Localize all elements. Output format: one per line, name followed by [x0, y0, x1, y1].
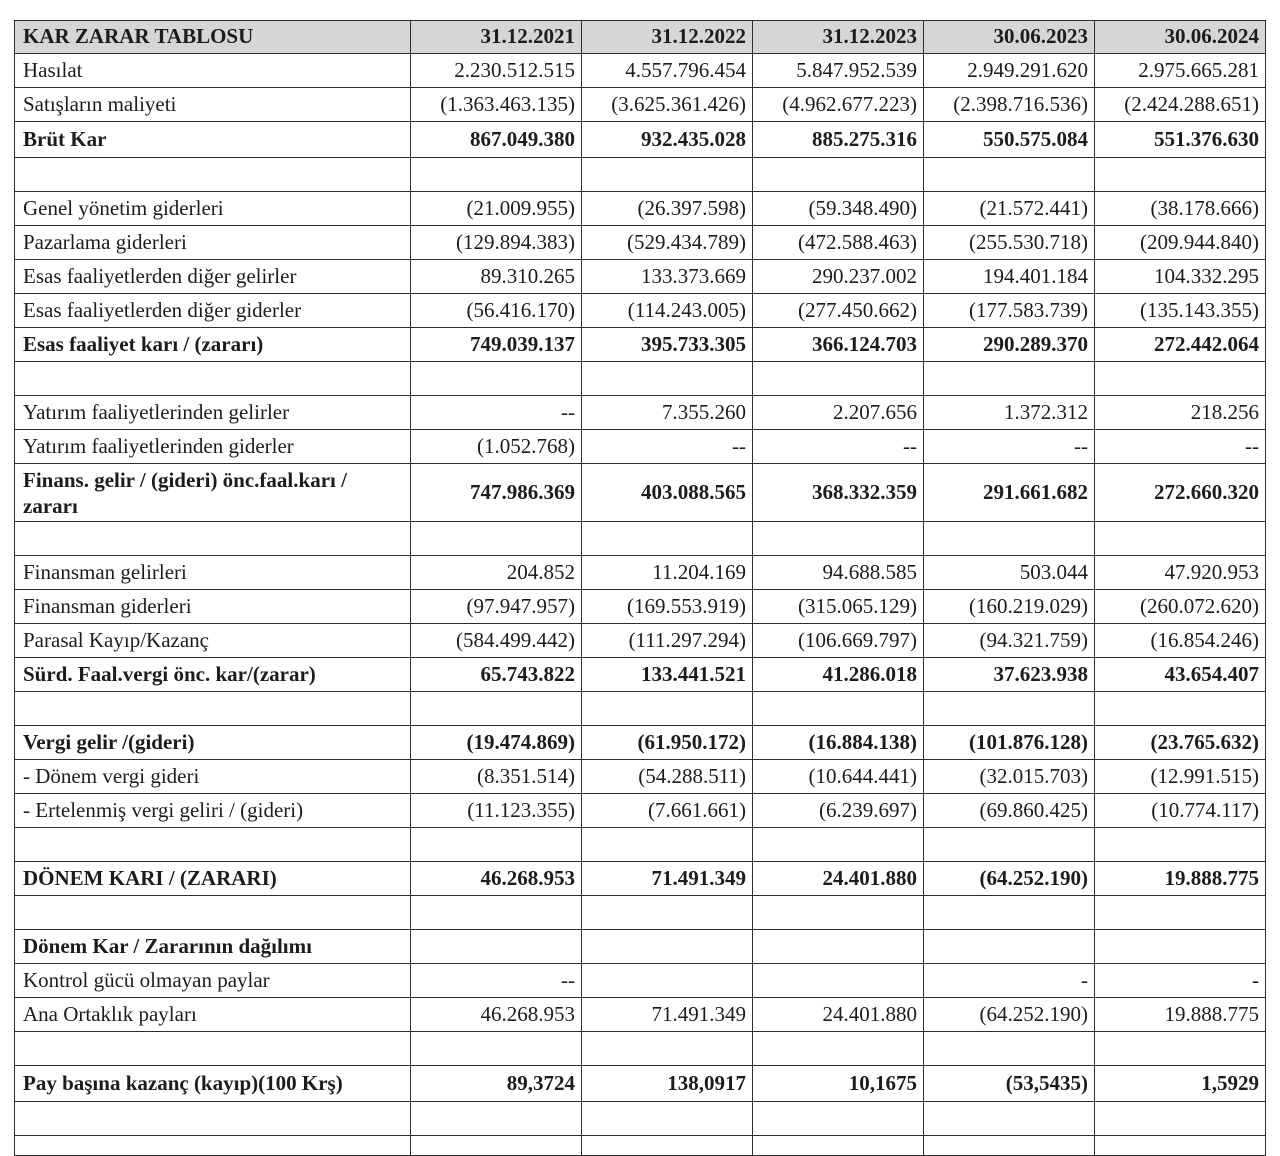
- cell-value: (16.884.138): [753, 726, 924, 760]
- cell-value: [411, 930, 582, 964]
- row-label: Kontrol gücü olmayan paylar: [15, 964, 411, 998]
- cell-value: [582, 930, 753, 964]
- cell-value: [582, 1136, 753, 1156]
- cell-value: [1095, 1032, 1266, 1066]
- cell-value: (19.474.869): [411, 726, 582, 760]
- cell-value: [582, 362, 753, 396]
- cell-value: 395.733.305: [582, 328, 753, 362]
- cell-value: (1.052.768): [411, 430, 582, 464]
- cell-value: (94.321.759): [924, 624, 1095, 658]
- cell-value: 932.435.028: [582, 122, 753, 158]
- cell-value: (21.572.441): [924, 192, 1095, 226]
- cell-value: (26.397.598): [582, 192, 753, 226]
- cell-value: [924, 828, 1095, 862]
- row-label: Yatırım faaliyetlerinden gelirler: [15, 396, 411, 430]
- cell-value: (277.450.662): [753, 294, 924, 328]
- cell-value: [582, 522, 753, 556]
- row-label: Yatırım faaliyetlerinden giderler: [15, 430, 411, 464]
- cell-value: --: [582, 430, 753, 464]
- cell-value: (209.944.840): [1095, 226, 1266, 260]
- row-label: Esas faaliyet karı / (zararı): [15, 328, 411, 362]
- table-row: [15, 226, 1266, 260]
- cell-value: 1.372.312: [924, 396, 1095, 430]
- cell-value: 747.986.369: [411, 464, 582, 522]
- cell-value: 4.557.796.454: [582, 54, 753, 88]
- table-row: [15, 1066, 1266, 1102]
- table-row: [15, 692, 1266, 726]
- column-header: 30.06.2024: [1095, 21, 1266, 54]
- cell-value: [411, 828, 582, 862]
- cell-value: 403.088.565: [582, 464, 753, 522]
- cell-value: 7.355.260: [582, 396, 753, 430]
- row-label: [15, 1136, 411, 1156]
- cell-value: 290.289.370: [924, 328, 1095, 362]
- cell-value: (2.398.716.536): [924, 88, 1095, 122]
- cell-value: [1095, 362, 1266, 396]
- cell-value: 2.207.656: [753, 396, 924, 430]
- cell-value: [753, 930, 924, 964]
- cell-value: 71.491.349: [582, 862, 753, 896]
- table-title: KAR ZARAR TABLOSU: [15, 21, 411, 54]
- cell-value: 37.623.938: [924, 658, 1095, 692]
- column-header: 30.06.2023: [924, 21, 1095, 54]
- cell-value: 46.268.953: [411, 998, 582, 1032]
- row-label: DÖNEM KARI / (ZARARI): [15, 862, 411, 896]
- cell-value: [1095, 692, 1266, 726]
- cell-value: [411, 1102, 582, 1136]
- cell-value: [924, 522, 1095, 556]
- table-row: [15, 794, 1266, 828]
- cell-value: 368.332.359: [753, 464, 924, 522]
- income-statement-table: [14, 20, 1266, 1156]
- cell-value: [753, 362, 924, 396]
- cell-value: [582, 896, 753, 930]
- cell-value: 290.237.002: [753, 260, 924, 294]
- table-row: [15, 760, 1266, 794]
- cell-value: (16.854.246): [1095, 624, 1266, 658]
- cell-value: 133.373.669: [582, 260, 753, 294]
- table-row: [15, 158, 1266, 192]
- cell-value: (61.950.172): [582, 726, 753, 760]
- table-row: [15, 396, 1266, 430]
- row-label: [15, 1102, 411, 1136]
- row-label: Brüt Kar: [15, 122, 411, 158]
- table-row: [15, 328, 1266, 362]
- table-row: [15, 260, 1266, 294]
- cell-value: 71.491.349: [582, 998, 753, 1032]
- row-label: Dönem Kar / Zararının dağılımı: [15, 930, 411, 964]
- row-label: Finans. gelir / (gideri) önc.faal.karı / zararı: [15, 464, 411, 522]
- row-label: Finansman giderleri: [15, 590, 411, 624]
- cell-value: [411, 158, 582, 192]
- cell-value: 194.401.184: [924, 260, 1095, 294]
- cell-value: (23.765.632): [1095, 726, 1266, 760]
- table-row: [15, 430, 1266, 464]
- table-row: [15, 624, 1266, 658]
- table-row: [15, 522, 1266, 556]
- cell-value: [582, 964, 753, 998]
- cell-value: [1095, 1102, 1266, 1136]
- cell-value: (69.860.425): [924, 794, 1095, 828]
- cell-value: [1095, 828, 1266, 862]
- cell-value: 138,0917: [582, 1066, 753, 1102]
- cell-value: 550.575.084: [924, 122, 1095, 158]
- cell-value: (21.009.955): [411, 192, 582, 226]
- table-row: [15, 294, 1266, 328]
- table-row: [15, 998, 1266, 1032]
- cell-value: --: [411, 964, 582, 998]
- table-row: [15, 658, 1266, 692]
- row-label: [15, 828, 411, 862]
- table-row: [15, 862, 1266, 896]
- cell-value: 47.920.953: [1095, 556, 1266, 590]
- cell-value: (12.991.515): [1095, 760, 1266, 794]
- cell-value: (10.644.441): [753, 760, 924, 794]
- cell-value: (54.288.511): [582, 760, 753, 794]
- cell-value: 43.654.407: [1095, 658, 1266, 692]
- cell-value: (10.774.117): [1095, 794, 1266, 828]
- cell-value: [753, 828, 924, 862]
- cell-value: (114.243.005): [582, 294, 753, 328]
- cell-value: 749.039.137: [411, 328, 582, 362]
- column-header: 31.12.2021: [411, 21, 582, 54]
- cell-value: (101.876.128): [924, 726, 1095, 760]
- table-row: [15, 88, 1266, 122]
- row-label: Esas faaliyetlerden diğer giderler: [15, 294, 411, 328]
- cell-value: [411, 896, 582, 930]
- table-row: [15, 828, 1266, 862]
- cell-value: 46.268.953: [411, 862, 582, 896]
- row-label: Ana Ortaklık payları: [15, 998, 411, 1032]
- cell-value: [924, 930, 1095, 964]
- cell-value: (4.962.677.223): [753, 88, 924, 122]
- cell-value: 104.332.295: [1095, 260, 1266, 294]
- cell-value: (3.625.361.426): [582, 88, 753, 122]
- cell-value: --: [1095, 430, 1266, 464]
- cell-value: [582, 1032, 753, 1066]
- row-label: [15, 522, 411, 556]
- cell-value: 19.888.775: [1095, 998, 1266, 1032]
- row-label: Parasal Kayıp/Kazanç: [15, 624, 411, 658]
- cell-value: --: [753, 430, 924, 464]
- cell-value: 867.049.380: [411, 122, 582, 158]
- cell-value: 503.044: [924, 556, 1095, 590]
- table-row: [15, 54, 1266, 88]
- cell-value: 2.975.665.281: [1095, 54, 1266, 88]
- cell-value: (260.072.620): [1095, 590, 1266, 624]
- cell-value: (7.661.661): [582, 794, 753, 828]
- cell-value: [924, 1102, 1095, 1136]
- header-row: [15, 21, 1266, 54]
- row-label: - Dönem vergi gideri: [15, 760, 411, 794]
- table-row: [15, 362, 1266, 396]
- row-label: Vergi gelir /(gideri): [15, 726, 411, 760]
- cell-value: (106.669.797): [753, 624, 924, 658]
- row-label: [15, 896, 411, 930]
- cell-value: [411, 1032, 582, 1066]
- cell-value: 2.230.512.515: [411, 54, 582, 88]
- cell-value: [753, 896, 924, 930]
- cell-value: 10,1675: [753, 1066, 924, 1102]
- cell-value: (111.297.294): [582, 624, 753, 658]
- cell-value: (64.252.190): [924, 862, 1095, 896]
- cell-value: 24.401.880: [753, 998, 924, 1032]
- cell-value: (53,5435): [924, 1066, 1095, 1102]
- cell-value: 2.949.291.620: [924, 54, 1095, 88]
- cell-value: [924, 1136, 1095, 1156]
- cell-value: (315.065.129): [753, 590, 924, 624]
- cell-value: (255.530.718): [924, 226, 1095, 260]
- income-statement: [14, 20, 1266, 1156]
- row-label: [15, 1032, 411, 1066]
- cell-value: (97.947.957): [411, 590, 582, 624]
- cell-value: (38.178.666): [1095, 192, 1266, 226]
- row-label: Sürd. Faal.vergi önc. kar/(zarar): [15, 658, 411, 692]
- cell-value: [753, 1102, 924, 1136]
- table-row: [15, 1136, 1266, 1156]
- cell-value: [1095, 158, 1266, 192]
- cell-value: (472.588.463): [753, 226, 924, 260]
- cell-value: [753, 522, 924, 556]
- cell-value: 366.124.703: [753, 328, 924, 362]
- cell-value: [582, 692, 753, 726]
- cell-value: [753, 964, 924, 998]
- cell-value: (6.239.697): [753, 794, 924, 828]
- cell-value: -: [1095, 964, 1266, 998]
- row-label: - Ertelenmiş vergi geliri / (gideri): [15, 794, 411, 828]
- cell-value: [1095, 896, 1266, 930]
- cell-value: [1095, 1136, 1266, 1156]
- cell-value: 551.376.630: [1095, 122, 1266, 158]
- row-label: [15, 158, 411, 192]
- cell-value: [1095, 522, 1266, 556]
- column-header: 31.12.2023: [753, 21, 924, 54]
- row-label: Finansman gelirleri: [15, 556, 411, 590]
- cell-value: (59.348.490): [753, 192, 924, 226]
- table-row: [15, 556, 1266, 590]
- cell-value: 65.743.822: [411, 658, 582, 692]
- cell-value: --: [411, 396, 582, 430]
- cell-value: (2.424.288.651): [1095, 88, 1266, 122]
- cell-value: (1.363.463.135): [411, 88, 582, 122]
- row-label: [15, 692, 411, 726]
- cell-value: --: [924, 430, 1095, 464]
- row-label: Genel yönetim giderleri: [15, 192, 411, 226]
- row-label: [15, 362, 411, 396]
- cell-value: 19.888.775: [1095, 862, 1266, 896]
- row-label: Hasılat: [15, 54, 411, 88]
- table-body: [15, 54, 1266, 1156]
- row-label: Pay başına kazanç (kayıp)(100 Krş): [15, 1066, 411, 1102]
- cell-value: [924, 158, 1095, 192]
- row-label: Satışların maliyeti: [15, 88, 411, 122]
- cell-value: 24.401.880: [753, 862, 924, 896]
- table-row: [15, 726, 1266, 760]
- cell-value: [1095, 930, 1266, 964]
- cell-value: [924, 1032, 1095, 1066]
- cell-value: 5.847.952.539: [753, 54, 924, 88]
- table-row: [15, 896, 1266, 930]
- cell-value: [582, 828, 753, 862]
- cell-value: (64.252.190): [924, 998, 1095, 1032]
- cell-value: (56.416.170): [411, 294, 582, 328]
- cell-value: [753, 692, 924, 726]
- cell-value: (11.123.355): [411, 794, 582, 828]
- cell-value: [582, 158, 753, 192]
- cell-value: 41.286.018: [753, 658, 924, 692]
- cell-value: 291.661.682: [924, 464, 1095, 522]
- cell-value: -: [924, 964, 1095, 998]
- cell-value: [411, 362, 582, 396]
- cell-value: (8.351.514): [411, 760, 582, 794]
- cell-value: (129.894.383): [411, 226, 582, 260]
- cell-value: 1,5929: [1095, 1066, 1266, 1102]
- cell-value: [411, 1136, 582, 1156]
- cell-value: [924, 692, 1095, 726]
- table-row: [15, 192, 1266, 226]
- table-row: [15, 1032, 1266, 1066]
- cell-value: [753, 1136, 924, 1156]
- cell-value: (135.143.355): [1095, 294, 1266, 328]
- cell-value: 89.310.265: [411, 260, 582, 294]
- cell-value: (584.499.442): [411, 624, 582, 658]
- cell-value: [411, 522, 582, 556]
- table-row: [15, 1102, 1266, 1136]
- table-row: [15, 122, 1266, 158]
- cell-value: [582, 1102, 753, 1136]
- cell-value: 11.204.169: [582, 556, 753, 590]
- cell-value: 94.688.585: [753, 556, 924, 590]
- cell-value: [411, 692, 582, 726]
- table-row: [15, 964, 1266, 998]
- cell-value: (529.434.789): [582, 226, 753, 260]
- cell-value: 272.660.320: [1095, 464, 1266, 522]
- row-label: Pazarlama giderleri: [15, 226, 411, 260]
- cell-value: 89,3724: [411, 1066, 582, 1102]
- table-row: [15, 590, 1266, 624]
- cell-value: 204.852: [411, 556, 582, 590]
- cell-value: (160.219.029): [924, 590, 1095, 624]
- cell-value: 218.256: [1095, 396, 1266, 430]
- cell-value: [753, 1032, 924, 1066]
- table-row: [15, 464, 1266, 522]
- cell-value: [753, 158, 924, 192]
- cell-value: 133.441.521: [582, 658, 753, 692]
- cell-value: (169.553.919): [582, 590, 753, 624]
- table-row: [15, 930, 1266, 964]
- cell-value: (177.583.739): [924, 294, 1095, 328]
- cell-value: (32.015.703): [924, 760, 1095, 794]
- column-header: 31.12.2022: [582, 21, 753, 54]
- row-label: Esas faaliyetlerden diğer gelirler: [15, 260, 411, 294]
- cell-value: [924, 896, 1095, 930]
- cell-value: [924, 362, 1095, 396]
- cell-value: 272.442.064: [1095, 328, 1266, 362]
- cell-value: 885.275.316: [753, 122, 924, 158]
